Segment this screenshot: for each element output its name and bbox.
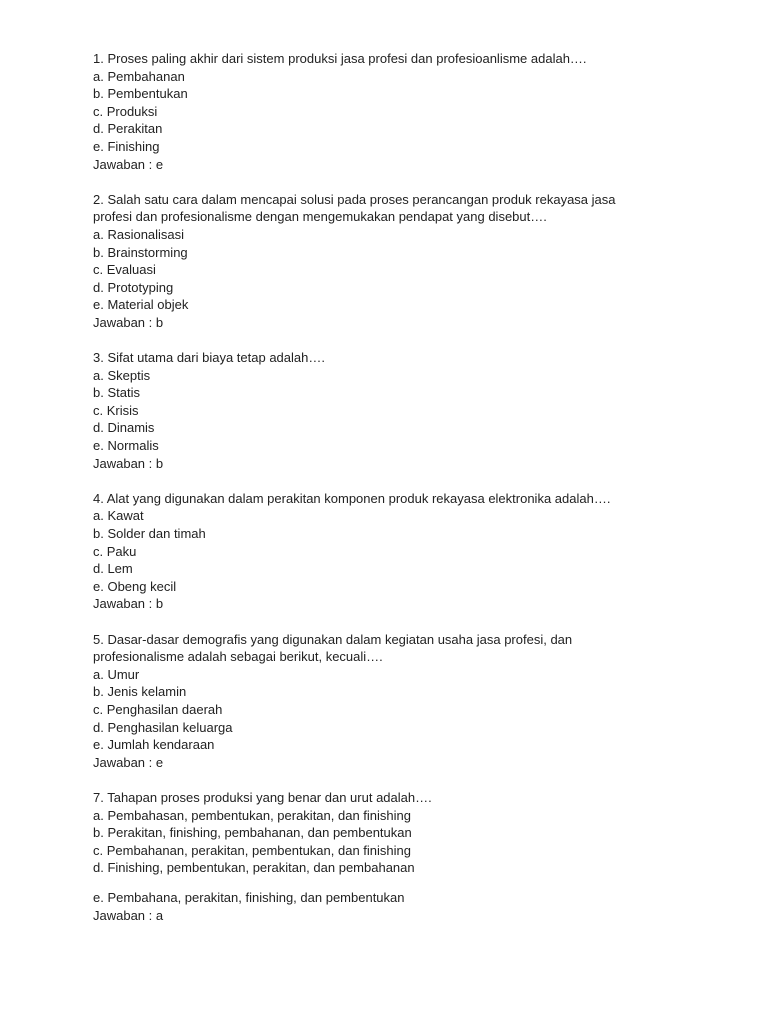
question-stem: 3. Sifat utama dari biaya tetap adalah…. xyxy=(93,350,325,366)
answer-key: Jawaban : e xyxy=(93,156,164,172)
option-a: a. Umur xyxy=(93,666,140,682)
question-3 xyxy=(93,349,733,472)
option-a: a. Rasionalisasi xyxy=(93,226,185,242)
option-b: b. Perakitan, finishing, pembahanan, dan pembentukan xyxy=(93,825,412,841)
question-5 xyxy=(93,631,733,772)
option-c: c. Pembahanan, perakitan, pembentukan, dan finishing xyxy=(93,842,411,858)
option-c: c. Produksi xyxy=(93,103,158,119)
option-a: a. Skeptis xyxy=(93,367,151,383)
option-d: d. Finishing, pembentukan, perakitan, dan pembahanan xyxy=(93,860,415,876)
option-e: e. Jumlah kendaraan xyxy=(93,737,215,753)
question-stem: 4. Alat yang digunakan dalam perakitan komponen produk rekayasa elektronika adalah…. xyxy=(93,490,611,506)
option-e: e. Obeng kecil xyxy=(93,578,177,594)
question-1 xyxy=(93,50,733,173)
option-d: d. Prototyping xyxy=(93,279,174,295)
option-d: d. Perakitan xyxy=(93,121,163,137)
option-b: b. Solder dan timah xyxy=(93,526,206,542)
answer-key: Jawaban : a xyxy=(93,907,164,923)
answer-key: Jawaban : e xyxy=(93,754,164,770)
option-a: a. Pembahanan xyxy=(93,68,185,84)
question-stem: 2. Salah satu cara dalam mencapai solusi pada proses perancangan produk rekayasa jasa xyxy=(93,191,616,207)
question-4 xyxy=(93,490,733,613)
option-b: b. Jenis kelamin xyxy=(93,684,187,700)
question-stem: 7. Tahapan proses produksi yang benar dan urut adalah…. xyxy=(93,789,432,805)
option-c: c. Krisis xyxy=(93,402,139,418)
document-page xyxy=(93,50,733,942)
answer-key: Jawaban : b xyxy=(93,314,164,330)
option-a: a. Pembahasan, pembentukan, perakitan, dan finishing xyxy=(93,807,411,823)
answer-key: Jawaban : b xyxy=(93,455,164,471)
question-7 xyxy=(93,789,733,924)
option-e: e. Normalis xyxy=(93,438,159,454)
option-c: c. Penghasilan daerah xyxy=(93,701,223,717)
option-e: e. Finishing xyxy=(93,138,160,154)
question-stem: 5. Dasar-dasar demografis yang digunakan dalam kegiatan usaha jasa profesi, dan xyxy=(93,631,573,647)
question-stem: 1. Proses paling akhir dari sistem produksi jasa profesi dan profesioanlisme adalah…. xyxy=(93,51,587,66)
option-d: d. Dinamis xyxy=(93,420,155,436)
option-d: d. Lem xyxy=(93,561,133,577)
option-b: b. Brainstorming xyxy=(93,244,188,260)
option-c: c. Evaluasi xyxy=(93,262,156,278)
question-stem-continued: profesi dan profesionalisme dengan mengemukakan pendapat yang disebut…. xyxy=(93,209,547,225)
option-a: a. Kawat xyxy=(93,508,144,524)
question-2 xyxy=(93,191,733,332)
option-c: c. Paku xyxy=(93,543,137,559)
option-b: b. Statis xyxy=(93,385,140,401)
answer-key: Jawaban : b xyxy=(93,596,164,612)
question-stem-continued: profesionalisme adalah sebagai berikut, kecuali…. xyxy=(93,649,383,665)
option-e: e. Material objek xyxy=(93,297,189,313)
option-d: d. Penghasilan keluarga xyxy=(93,719,233,735)
option-e: e. Pembahana, perakitan, finishing, dan pembentukan xyxy=(93,889,405,905)
option-b: b. Pembentukan xyxy=(93,86,188,102)
